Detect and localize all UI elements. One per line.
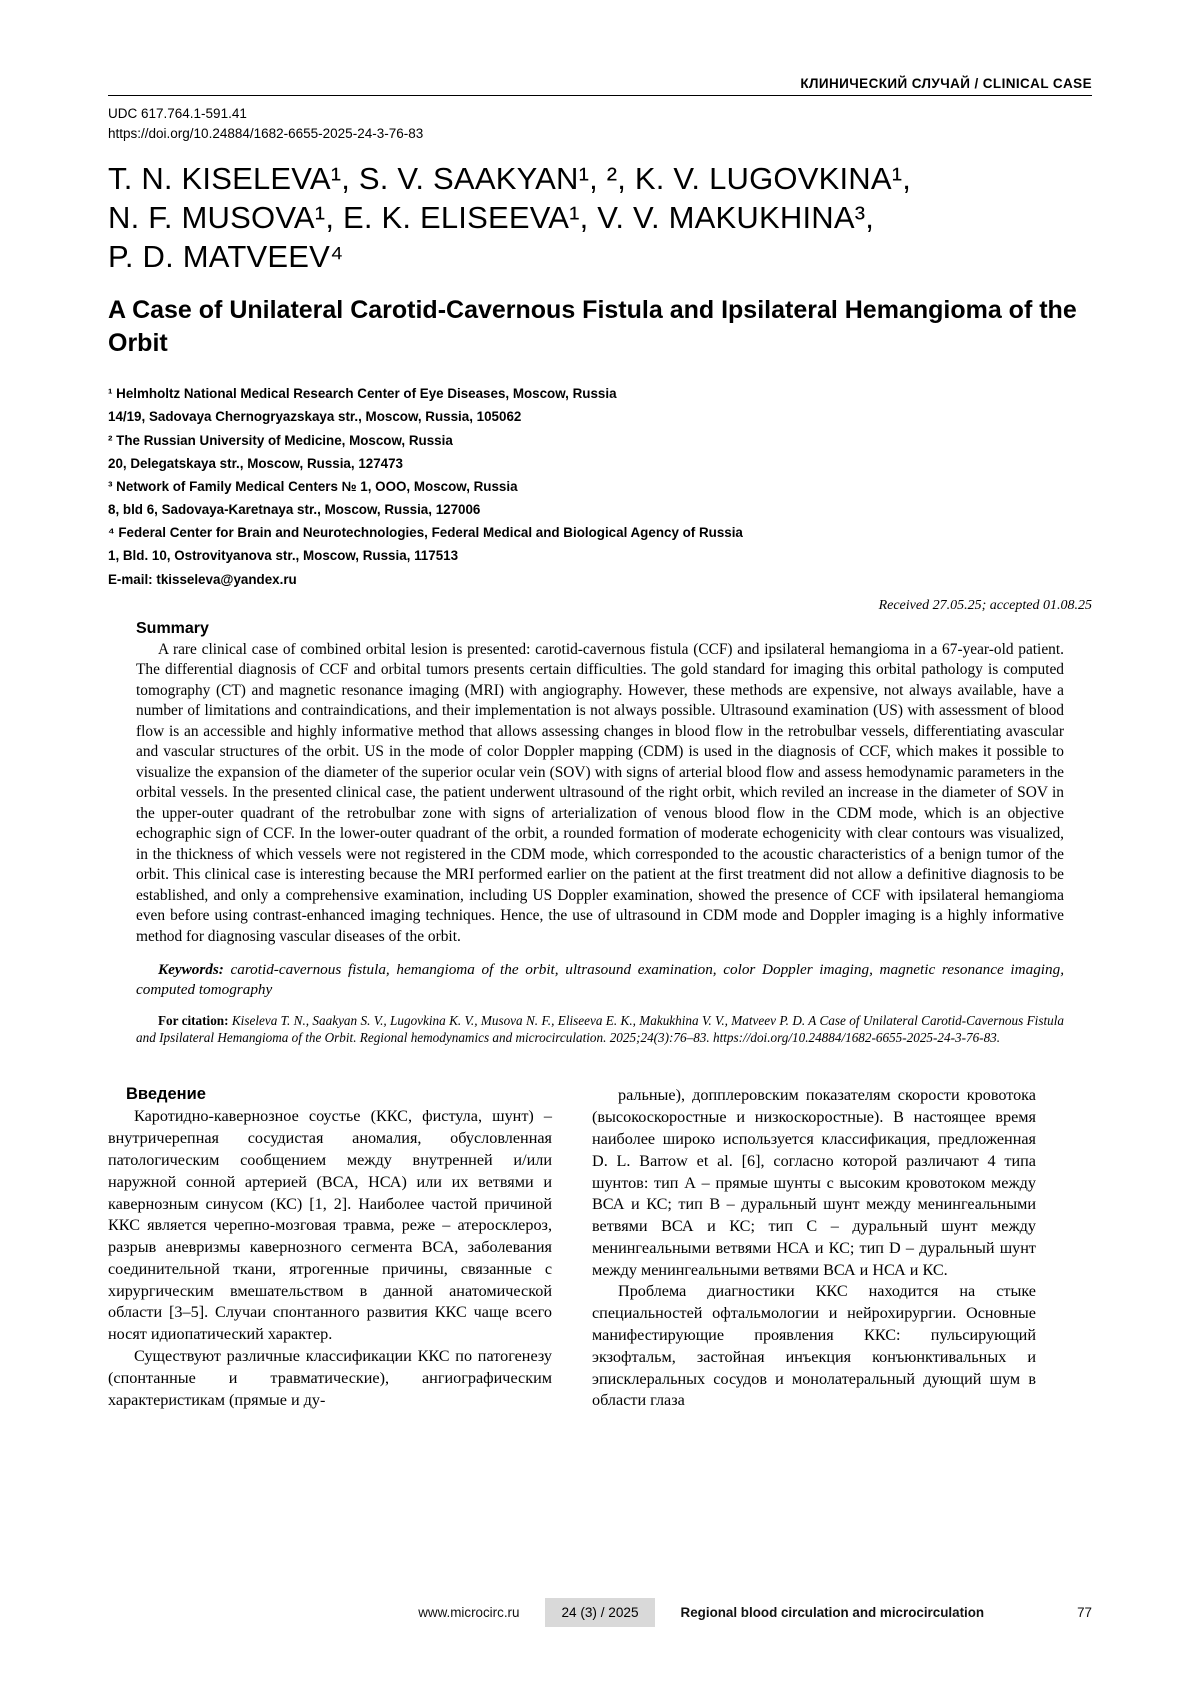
right-paragraph-1: ральные), допплеровским показателям скорости кровотока (высокоскоростные и низкоскоростные). В настоящее время наиболее широко используется классификация, предложенная D. L. Barrow et al. [6], согласно которой различают 4 типа шунтов: тип А – прямые шунты с высоким кровотоком между ВСА и КС; тип В – дуральный шунт между менингеальными ветвями ВСА и КС; тип С – дуральный шунт между менингеальными ветвями НСА и КС; тип D – дуральный шунт между менингеальными ветвями ВСА и НСА и КС. (592, 1086, 1036, 1279)
footer-right (655, 1605, 1092, 1620)
affiliation-address-4: 1, Bld. 10, Ostrovityanova str., Moscow, Russia, 117513 (108, 548, 459, 564)
affiliation-address-3: 8, bld 6, Sadovaya-Karetnaya str., Moscow, Russia, 127006 (108, 502, 481, 518)
page-footer (108, 1598, 1092, 1627)
keywords-block (136, 960, 1064, 1000)
affiliation-1: ¹ Helmholtz National Medical Research Center of Eye Diseases, Moscow, Russia (108, 386, 617, 402)
author-line-2: N. F. MUSOVA¹, E. K. ELISEEVA¹, V. V. MAKUKHINA³, (108, 200, 875, 236)
affiliation-2: ² The Russian University of Medicine, Moscow, Russia (108, 432, 453, 448)
footer-issue-badge: 24 (3) / 2025 (545, 1598, 654, 1627)
affiliation-address-2: 20, Delegatskaya str., Moscow, Russia, 127473 (108, 455, 404, 471)
left-paragraph-1: Каротидно-кавернозное соустье (ККС, фистула, шунт) – внутричерепная сосудистая аномалия, обусловленная патологическим сообщением между внутренней и/или наружной сонной артерией (ВСА, НСА) или их ветвями и кавернозным синусом (КС) [1, 2]. Наиболее частой причиной ККС является черепно-мозговая травма, реже – атеросклероз, разрыв аневризмы кавернозного сегмента ВСА, заболевания соединительной ткани, ятрогенные причины, связанные с хирургическим вмешательством в данной анатомической области [3–5]. Случаи спонтанного развития ККС чаще всего носят идиопатический характер. (108, 1107, 552, 1344)
abstract-section (136, 620, 1064, 1048)
footer-website[interactable]: www.microcirc.ru (418, 1605, 520, 1620)
affiliation-address-1: 14/19, Sadovaya Chernogryazskaya str., Moscow, Russia, 105062 (108, 409, 522, 425)
summary-heading: Summary (136, 619, 209, 637)
left-paragraph-2: Существуют различные классификации ККС по патогенезу (спонтанные и травматические), ангиографическим характеристикам (прямые и ду- (108, 1347, 552, 1409)
author-line-3: P. D. MATVEEV⁴ (108, 239, 344, 275)
body-columns (108, 1085, 1092, 1412)
left-column (108, 1085, 552, 1412)
footer-page-number: 77 (1077, 1605, 1092, 1620)
section-heading-introduction: Введение (126, 1085, 206, 1104)
udc-doi-block (108, 104, 1092, 143)
affiliation-4: ⁴ Federal Center for Brain and Neurotechnologies, Federal Medical and Biological Agency of Russia (108, 525, 743, 541)
citation-text: Kiseleva T. N., Saakyan S. V., Lugovkina K. V., Musova N. F., Eliseeva E. K., Makukhina V. V., Matveev P. D. A Case of Unilateral Carotid-Cavernous Fistula and Ipsilateral Hemangioma of the Orbit. Regional hemodynamics and microcirculation. 2025;24(3):76–83. https://doi.org/10.24884/1682-6655-2025-24-3-76-83. (136, 1012, 1064, 1046)
doi-link[interactable]: https://doi.org/10.24884/1682-6655-2025-24-3-76-83 (108, 125, 424, 141)
page-title: A Case of Unilateral Carotid-Cavernous Fistula and Ipsilateral Hemangioma of the Orbit (108, 296, 1077, 357)
summary-text: A rare clinical case of combined orbital lesion is presented: carotid-cavernous fistula (CCF) and ipsilateral hemangioma in a 67-year-old patient. The differential diagnosis of CCF and orbital tumors presents certain difficulties. The gold standard for imaging this orbital pathology is computed tomography (CT) and magnetic resonance imaging (MRI) with angiography. However, these methods are expensive, not always available, have a number of limitations and contraindications, and their implementation is not always possible. Ultrasound examination (US) with assessment of blood flow is an accessible and highly informative method that allows assessing changes in blood flow in the retrobulbar vessels, differentiating avascular and vascular structures of the orbit. US in the mode of color Doppler mapping (CDM) is used in the diagnosis of CCF, which makes it possible to visualize the expansion of the diameter of the superior ocular vein (SOV) with signs of arterial blood flow and assess hemodynamic parameters in the orbital vessels. In the presented clinical case, the patient underwent ultrasound of the right orbit, which reviled an increase in the diameter of SOV in the upper-outer quadrant of the retrobulbar zone with signs of arterialization of venous blood flow in the CDM mode, which is an objective echographic sign of CCF. In the lower-outer quadrant of the orbit, a rounded formation of moderate echogenicity with clear contours was visualized, in the thickness of which vessels were not registered in the CDM mode, which corresponded to the acoustic characteristics of a benign tumor of the orbit. This clinical case is interesting because the MRI performed earlier on the patient at the first treatment did not allow a definitive diagnosis to be established, and only a comprehensive examination, including US Doppler examination, showed the presence of CCF with ipsilateral hemangioma even before using contrast-enhanced imaging techniques. Hence, the use of ultrasound in CDM mode and Doppler imaging is a highly informative method for diagnosing vascular diseases of the orbit. (136, 640, 1064, 945)
right-paragraph-2: Проблема диагностики ККС находится на стыке специальностей офтальмологии и нейрохирургии. Основные манифестирующие проявления ККС: пульсирующий экзофтальм, застойная инъекция конъюнктивальных и эписклеральных сосудов и монолатеральный дующий шум в области глаза (592, 1282, 1036, 1410)
author-list (108, 159, 1092, 276)
keywords-text: carotid-cavernous fistula, hemangioma of the orbit, ultrasound examination, color Doppler imaging, magnetic resonance imaging, computed tomography (136, 961, 1064, 999)
affiliation-3: ³ Network of Family Medical Centers № 1, ООО, Moscow, Russia (108, 478, 518, 494)
citation-block (136, 1012, 1064, 1048)
affiliations-block (108, 383, 1092, 590)
running-head: КЛИНИЧЕСКИЙ СЛУЧАЙ / CLINICAL CASE (800, 76, 1092, 91)
udc-code: UDC 617.764.1-591.41 (108, 106, 247, 121)
contact-email[interactable]: E-mail: tkisseleva@yandex.ru (108, 571, 297, 587)
citation-label: For citation: (158, 1012, 229, 1028)
received-dates: Received 27.05.25; accepted 01.08.25 (878, 597, 1092, 613)
right-column (592, 1085, 1036, 1412)
keywords-label: Keywords: (158, 961, 224, 979)
footer-journal-name: Regional blood circulation and microcirculation (680, 1605, 985, 1620)
author-line-1: T. N. KISELEVA¹, S. V. SAAKYAN¹, ², K. V. LUGOVKINA¹, (108, 161, 912, 197)
header-rule (108, 95, 1092, 96)
